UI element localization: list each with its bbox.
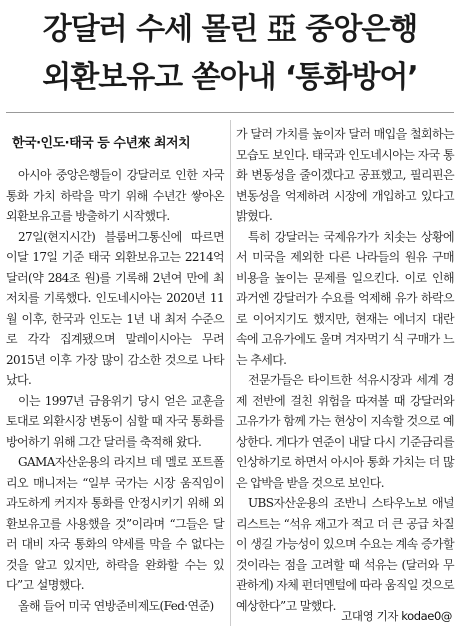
paragraph: UBS자산운용의 조반니 스타우노보 애널리스트는 “석유 재고가 적고 더 큰 공급 차질이 생길 가능성이 있으며 수요는 계속 증가할 것이라는 점을 고려할 때 석유는 (달러와 무관하게) 자체 펀더멘털에 따라 움직일 것으로 예상한다”고 말했다.: [236, 496, 455, 613]
byline: 고대영 기자 kodae0@: [341, 609, 452, 623]
article-column-left: [6, 165, 224, 616]
subheadline: 한국·인도·태국 등 수년來 최저치: [12, 136, 191, 151]
paragraph: 올해 들어 미국 연방준비제도(Fed·연준): [18, 598, 214, 613]
paragraph: 27일(현지시간) 블룸버그통신에 따르면 이달 17일 기준 태국 외환보유고는 2214억 달러(약 284조 원)를 기록해 2년여 만에 최저치를 기록했다. 인도네시아는 2020년 11월 이후, 한국과 인도는 1년 내 최저 수준으로 각각 집계됐으며 말레이시아는 무려 2015년 이후 가장 많이 감소한 것으로 나타났다.: [6, 229, 224, 387]
paragraph: 아시아 중앙은행들이 강달러로 인한 자국 통화 가치 하락을 막기 위해 수년간 쌓아온 외환보유고를 방출하기 시작했다.: [6, 168, 224, 223]
paragraph: 가 달러 가치를 높이자 달러 매입을 철회하는 모습도 보인다. 태국과 인도네시아는 자국 통화 변동성을 줄이겠다고 공표했고, 필리핀은 변동성을 억제하려 시장에 개입하고 있다고 밝혔다.: [236, 127, 454, 223]
column-divider: [230, 120, 231, 626]
headline-divider: [6, 112, 454, 113]
paragraph: 이는 1997년 금융위기 당시 얻은 교훈을 토대로 외환시장 변동이 심할 때 자국 통화를 방어하기 위해 그간 달러를 축적해 왔다.: [6, 393, 224, 449]
headline-line-2: 외환보유고 쏟아내 ‘통화방어’: [42, 60, 418, 95]
paragraph: 전문가들은 타이트한 석유시장과 세계 경제 전반에 걸친 위험을 따져볼 때 강달러와 고유가가 함께 가는 현상이 지속할 것으로 예상한다. 게다가 연준이 내달 다시 기준금리를 인상하기로 하면서 아시아 통화 가치는 더 많은 압박을 받을 것으로 보인다.: [236, 373, 454, 490]
paragraph: GAMA자산운용의 라지브 데 멜로 포트폴리오 매니저는 “일부 국가는 시장 움직임이 과도하게 커지자 통화를 안정시키기 위해 외환보유고를 사용했을 것”이라며 “그들은 달러 대비 자국 통화의 약세를 막을 수 없다는 것을 알고 있지만, 하락을 완화할 수는 있다”고 설명했다.: [6, 455, 224, 592]
paragraph: 특히 강달러는 국제유가가 치솟는 상황에서 미국을 제외한 다른 나라들의 원유 구매 비용을 높이는 문제를 일으킨다. 이로 인해 과거엔 강달러가 수요를 억제해 유가 하락으로 이어지기도 했지만, 현재는 에너지 대란 속에 고유가에도 울며 겨자먹기 식 구매가 느는 추세다.: [236, 229, 454, 367]
headline-line-1: 강달러 수세 몰린 亞 중앙은행: [42, 12, 418, 47]
article-column-right: [236, 124, 454, 616]
